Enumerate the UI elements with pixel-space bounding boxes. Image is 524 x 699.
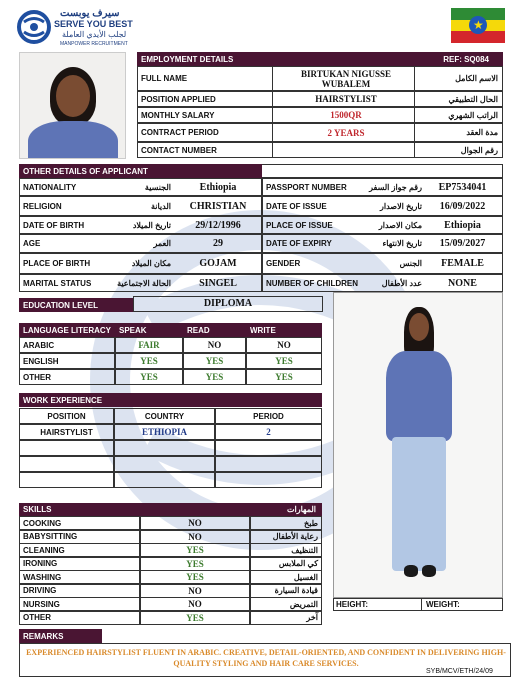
- employment-arabic: الراتب الشهري: [448, 110, 498, 120]
- other-value: NONE: [448, 277, 477, 289]
- skill-value: NO: [140, 530, 250, 544]
- other-value: 15/09/2027: [439, 238, 486, 249]
- skill-arabic: آخر: [250, 611, 322, 625]
- language-cell: ENGLISH: [19, 353, 115, 369]
- work-column-header: COUNTRY: [114, 408, 215, 424]
- language-cell: YES: [183, 369, 246, 385]
- language-header-cell: READ: [183, 323, 246, 337]
- skill-name: IRONING: [19, 557, 140, 571]
- work-cell: [114, 440, 215, 456]
- employment-arabic: مدة العقد: [466, 128, 498, 137]
- other-arabic: مكان الاصدار: [378, 220, 422, 230]
- skill-value: YES: [140, 543, 250, 557]
- language-header-cell: WRITE: [246, 323, 322, 337]
- skill-name: CLEANING: [19, 543, 140, 557]
- logo-arabic: سيرف يوبست: [60, 8, 120, 19]
- logo-mark-icon: [16, 9, 52, 45]
- other-arabic: الديانة: [150, 201, 171, 211]
- employment-label: CONTRACT PERIOD: [141, 128, 219, 137]
- language-header-cell: SPEAK: [115, 323, 183, 337]
- other-details-header: [19, 164, 262, 178]
- height-weight-row: [333, 598, 503, 611]
- skill-value: NO: [140, 597, 250, 611]
- work-cell: [19, 472, 114, 488]
- employment-value: HAIRSTYLIST: [315, 94, 377, 104]
- language-cell: ARABIC: [19, 337, 115, 353]
- work-cell: [19, 456, 114, 472]
- skill-value: YES: [140, 557, 250, 571]
- other-label: AGE: [23, 239, 41, 248]
- employment-label: MONTHLY SALARY: [141, 110, 215, 120]
- skill-name: OTHER: [19, 611, 140, 625]
- skill-arabic: قيادة السيارة: [250, 584, 322, 598]
- skill-arabic: الغسيل: [250, 570, 322, 584]
- work-cell: [215, 472, 322, 488]
- skill-value: YES: [140, 570, 250, 584]
- work-title: WORK EXPERIENCE: [23, 395, 103, 405]
- other-arabic: عدد الأطفال: [381, 278, 422, 288]
- full-body-photo: [333, 292, 503, 598]
- work-cell: [215, 456, 322, 472]
- skill-name: WASHING: [19, 570, 140, 584]
- language-cell: YES: [183, 353, 246, 369]
- other-value: 29/12/1996: [195, 219, 241, 231]
- ref-code: REF: SQ084: [443, 54, 489, 64]
- education-label: [19, 298, 133, 312]
- skill-arabic: كي الملابس: [250, 557, 322, 571]
- work-cell: [215, 440, 322, 456]
- other-label: RELIGION: [23, 201, 62, 211]
- employment-value: [276, 142, 416, 158]
- other-label: PLACE OF BIRTH: [23, 259, 91, 268]
- language-cell: YES: [246, 353, 322, 369]
- employment-arabic: الاسم الكامل: [455, 74, 498, 83]
- other-arabic: الحالة الاجتماعية: [117, 278, 171, 288]
- language-cell: OTHER: [19, 369, 115, 385]
- employment-label: POSITION APPLIED: [141, 94, 216, 104]
- other-label: NATIONALITY: [23, 182, 77, 192]
- work-cell: 2: [215, 424, 322, 440]
- work-header: [19, 393, 322, 407]
- skills-title: SKILLS: [23, 505, 52, 514]
- skills-header: [19, 503, 322, 516]
- skill-value: YES: [140, 611, 250, 625]
- weight-label: WEIGHT:: [426, 600, 460, 609]
- other-arabic: تاريخ الاصدار: [379, 201, 422, 211]
- other-label: DATE OF BIRTH: [23, 220, 85, 230]
- other-value: Ethiopia: [444, 219, 481, 231]
- logo-sub: MANPOWER RECRUITMENT: [60, 41, 128, 47]
- skill-arabic: التمريض: [250, 597, 322, 611]
- language-cell: FAIR: [115, 337, 183, 353]
- employment-arabic: الحال التطبيقي: [448, 94, 498, 104]
- other-value: EP7534041: [438, 181, 487, 193]
- other-arabic: الجنس: [399, 259, 422, 268]
- other-arabic: تاريخ الانتهاء: [382, 239, 422, 248]
- skill-name: DRIVING: [19, 584, 140, 598]
- other-value: FEMALE: [441, 258, 484, 269]
- education-value: DIPLOMA: [133, 296, 323, 312]
- other-value: SINGEL: [199, 277, 237, 289]
- portrait-photo: [19, 52, 126, 159]
- other-arabic: الجنسية: [144, 182, 171, 192]
- employment-header: [137, 52, 503, 66]
- language-header-cell: LANGUAGE LITERACY: [19, 323, 115, 337]
- skill-arabic: رعاية الأطفال: [250, 530, 322, 544]
- other-arabic: مكان الميلاد: [131, 259, 171, 268]
- skill-name: BABYSITTING: [19, 530, 140, 544]
- language-cell: YES: [115, 353, 183, 369]
- other-label: MARITAL STATUS: [23, 278, 92, 288]
- work-cell: ETHIOPIA: [114, 424, 215, 440]
- remarks-title: REMARKS: [23, 631, 64, 641]
- footer-code: SYB/MCV/ETH/24/09: [426, 668, 493, 675]
- company-logo: [16, 9, 156, 49]
- other-label: PASSPORT NUMBER: [266, 182, 347, 192]
- other-value: CHRISTIAN: [189, 200, 247, 212]
- education-label-text: EDUCATION LEVEL: [23, 300, 98, 310]
- employment-arabic: رقم الجوال: [460, 145, 498, 155]
- employment-value: 1500QR: [330, 110, 362, 120]
- other-label: GENDER: [266, 259, 301, 268]
- remarks-text: EXPERIENCED HAIRSTYLIST FLUENT IN ARABIC. CREATIVE, DETAIL-ORIENTED, AND CONFIDENT IN DELIVERING HIGH-QUALITY STYLING AND HAIR CARE SERVICES.: [26, 648, 506, 668]
- other-value: 29: [213, 238, 223, 249]
- work-cell: [19, 440, 114, 456]
- skills-title-arabic: المهارات: [286, 505, 316, 514]
- skill-arabic: التنظيف: [250, 543, 322, 557]
- employment-value: 2 YEARS: [327, 127, 365, 138]
- other-label: DATE OF EXPIRY: [266, 239, 332, 248]
- language-cell: NO: [183, 337, 246, 353]
- other-value: 16/09/2022: [439, 200, 486, 212]
- other-value: GOJAM: [199, 258, 237, 269]
- language-cell: YES: [246, 369, 322, 385]
- other-arabic: رقم جواز السفر: [369, 182, 422, 192]
- skill-arabic: طبخ: [250, 516, 322, 530]
- language-cell: NO: [246, 337, 322, 353]
- skill-value: NO: [140, 584, 250, 598]
- other-arabic: تاريخ الميلاد: [132, 220, 171, 230]
- language-cell: YES: [115, 369, 183, 385]
- employment-label: FULL NAME: [141, 74, 188, 83]
- employment-label: CONTACT NUMBER: [141, 145, 217, 155]
- other-details-title: OTHER DETAILS OF APPLICANT: [23, 166, 148, 176]
- logo-name: SERVE YOU BEST: [54, 19, 133, 29]
- remarks-header: [19, 629, 102, 643]
- other-label: NUMBER OF CHILDREN: [266, 278, 358, 288]
- work-cell: [114, 456, 215, 472]
- skill-value: NO: [140, 516, 250, 530]
- skill-name: COOKING: [19, 516, 140, 530]
- work-cell: [114, 472, 215, 488]
- height-label: HEIGHT:: [334, 599, 422, 610]
- other-value: Ethiopia: [199, 181, 237, 193]
- work-column-header: PERIOD: [215, 408, 322, 424]
- work-cell: HAIRSTYLIST: [19, 424, 114, 440]
- work-column-header: POSITION: [19, 408, 114, 424]
- other-header-line: [262, 164, 503, 178]
- other-label: DATE OF ISSUE: [266, 201, 327, 211]
- employment-value: BIRTUKAN NIGUSSE WUBALEM: [301, 68, 391, 89]
- other-label: PLACE OF ISSUE: [266, 220, 333, 230]
- logo-sub-arabic: لجلب الأيدي العاملة: [62, 30, 127, 39]
- other-arabic: العمر: [153, 239, 171, 248]
- skill-name: NURSING: [19, 597, 140, 611]
- ethiopia-flag: ★: [451, 8, 505, 43]
- employment-title: EMPLOYMENT DETAILS: [141, 54, 234, 64]
